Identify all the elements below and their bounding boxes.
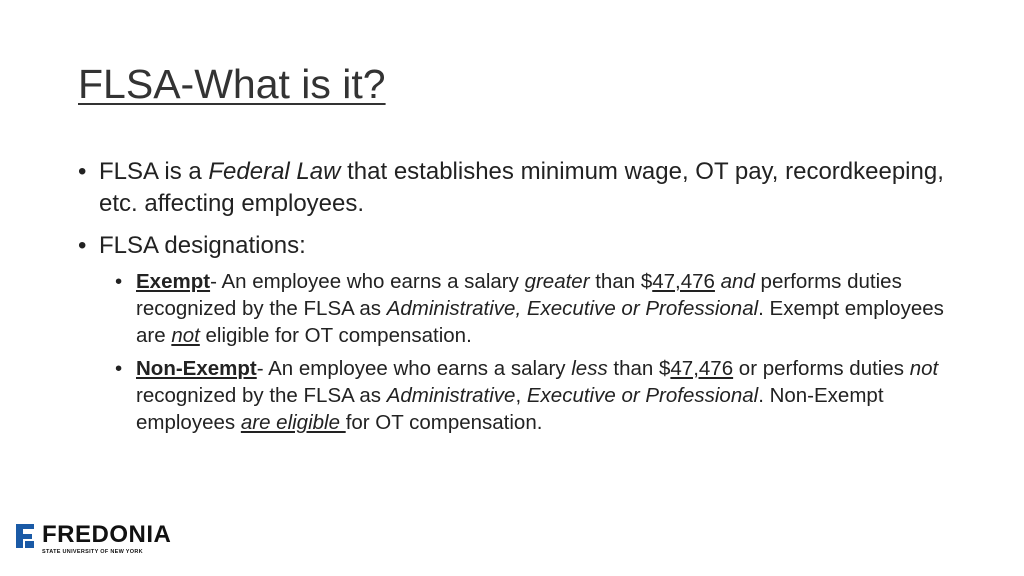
bullet-glyph: • xyxy=(78,232,87,259)
logo-subtitle: STATE UNIVERSITY OF NEW YORK xyxy=(42,549,143,555)
bullet-item xyxy=(78,230,978,262)
term-exempt: Exempt xyxy=(136,270,211,293)
sub-bullet-list xyxy=(115,268,978,436)
bullet-item xyxy=(78,156,978,220)
logo-wordmark: FREDONIA xyxy=(42,521,172,548)
bullet-text: Non-Exempt- An employee who earns a salary less than $47,476 or performs duties not recognized by the FLSA as Administrative, Executive or Professional. Non-Exempt employees are eligible for OT compensation. xyxy=(136,357,939,434)
fredonia-emblem-icon xyxy=(14,522,38,550)
sub-bullet-non-exempt xyxy=(115,355,956,436)
slide-title: FLSA-What is it? xyxy=(78,61,386,107)
bullet-text: FLSA is a Federal Law that establishes minimum wage, OT pay, recordkeeping, etc. affecting employees. xyxy=(99,158,944,217)
sub-bullet-exempt xyxy=(115,268,956,349)
slide-body xyxy=(78,156,978,442)
bullet-glyph: • xyxy=(78,158,87,185)
bullet-text: FLSA designations: xyxy=(99,232,306,259)
bullet-text: Exempt- An employee who earns a salary greater than $47,476 and performs duties recognized by the FLSA as Administrative, Executive or Professional. Exempt employees are not eligible for OT compensation. xyxy=(136,270,944,347)
term-non-exempt: Non-Exempt xyxy=(136,357,257,380)
bullet-glyph: • xyxy=(115,357,123,380)
fredonia-logo xyxy=(14,522,194,558)
bullet-glyph: • xyxy=(115,270,123,293)
